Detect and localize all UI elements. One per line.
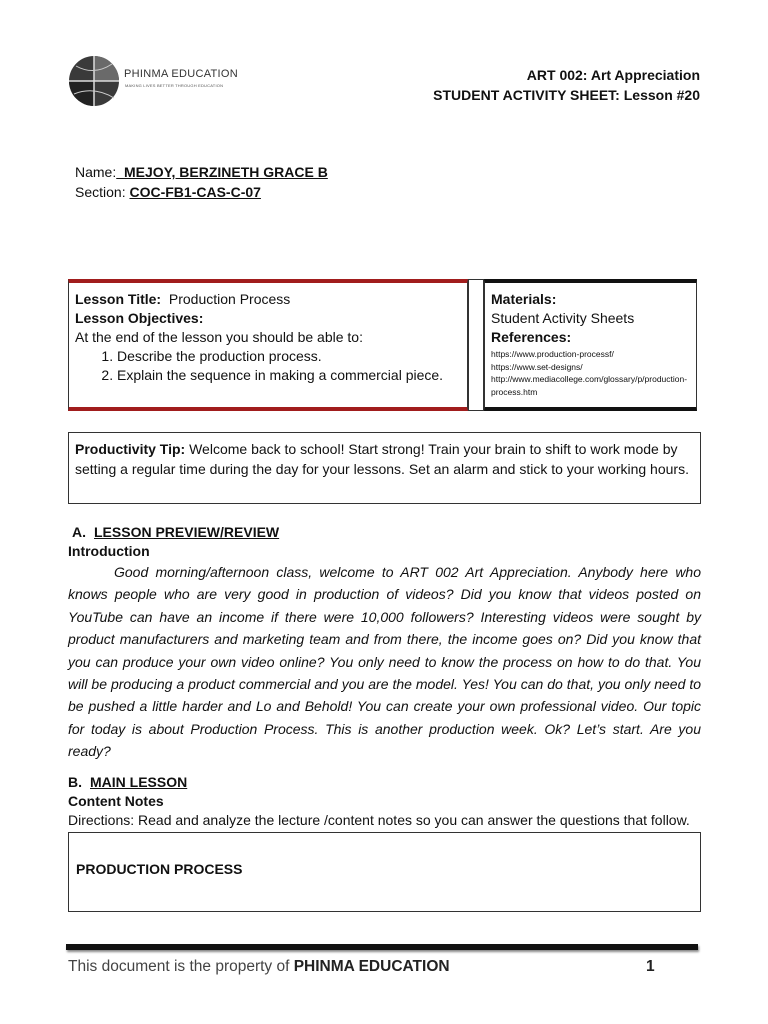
name-value: MEJOY, BERZINETH GRACE B [116, 164, 328, 180]
phinma-logo [68, 54, 238, 108]
section-value: COC-FB1-CAS-C-07 [129, 184, 261, 200]
productivity-tip [75, 439, 695, 479]
objectives-list [75, 347, 470, 385]
lesson-title-value: Production Process [168, 291, 291, 307]
references-list [491, 348, 691, 398]
introduction-text: Good morning/afternoon class, welcome to ART 002 Art Appreciation. Anybody here who knows people who are very good in production of videos? Did you know that videos posted on YouTube can have an income if there were 10,000 followers? Interesting videos were sought by product manufacturers and marketing team and from there, the income goes on? Did you know that you can produce your own video online? You only need to know the process on how to do that. You will be producing a product commercial and you are the model. Yes! You can do that, you only need to be pushed a little harder and Lo and Behold! You can create your own professional video. Our topic for today is about Production Process. This is another production week. Ok? Let’s start. Are you ready? [68, 564, 701, 760]
content-notes-heading: Content Notes [68, 793, 164, 809]
production-process-title: PRODUCTION PROCESS [76, 861, 243, 877]
tip-text: Welcome back to school! Start strong! Train your brain to shift to work mode by setting a regular time during the day for your lessons. Set an alarm and stick to your working hours. [75, 441, 689, 477]
footer-owner: PHINMA EDUCATION [293, 958, 450, 975]
objective-item: 1. Describe the production process. [117, 347, 470, 366]
section-a-title: LESSON PREVIEW/REVIEW [94, 524, 280, 540]
objectives-intro: At the end of the lesson you should be able to: [75, 329, 363, 345]
objectives-label: Lesson Objectives: [75, 310, 204, 326]
lesson-details [75, 290, 470, 385]
footer-property: This document is the property of [68, 958, 294, 975]
sheet-title: STUDENT ACTIVITY SHEET: Lesson #20 [433, 87, 700, 103]
document-header [433, 65, 700, 105]
section-b-title: MAIN LESSON [90, 774, 188, 790]
reference-link[interactable]: https://www.set-designs/ [491, 361, 583, 372]
materials-details [491, 290, 691, 398]
box-divider [468, 279, 484, 411]
directions-text: Directions: Read and analyze the lecture /content notes so you can answer the questions that follow. [68, 812, 690, 828]
objective-item: 2. Explain the sequence in making a commercial piece. [117, 366, 470, 385]
reference-link[interactable]: http://www.mediacollege.com/glossary/p/production-process.htm [491, 374, 688, 397]
course-title: ART 002: Art Appreciation [526, 67, 700, 83]
footer-text [68, 958, 450, 976]
section-b-letter: B. [68, 774, 82, 790]
logo-globe-icon [68, 54, 124, 108]
materials-label: Materials: [491, 291, 557, 307]
references-label: References: [491, 329, 572, 345]
materials-value: Student Activity Sheets [491, 310, 635, 326]
section-a-heading [72, 524, 279, 540]
tip-label: Productivity Tip: [75, 441, 186, 457]
footer-rule [66, 944, 698, 950]
section-b-heading [68, 774, 187, 790]
lesson-title-label: Lesson Title: [75, 291, 162, 307]
section-a-letter: A. [72, 524, 86, 540]
page-number: 1 [646, 958, 655, 975]
name-label: Name: [75, 164, 117, 180]
introduction-paragraph [68, 561, 701, 763]
logo-tagline: MAKING LIVES BETTER THROUGH EDUCATION [125, 83, 224, 88]
student-info [75, 162, 328, 202]
section-label: Section: [75, 184, 130, 200]
introduction-heading: Introduction [68, 543, 150, 559]
reference-link[interactable]: https://www.production-processf/ [491, 349, 614, 359]
logo-name: PHINMA EDUCATION [124, 68, 238, 80]
